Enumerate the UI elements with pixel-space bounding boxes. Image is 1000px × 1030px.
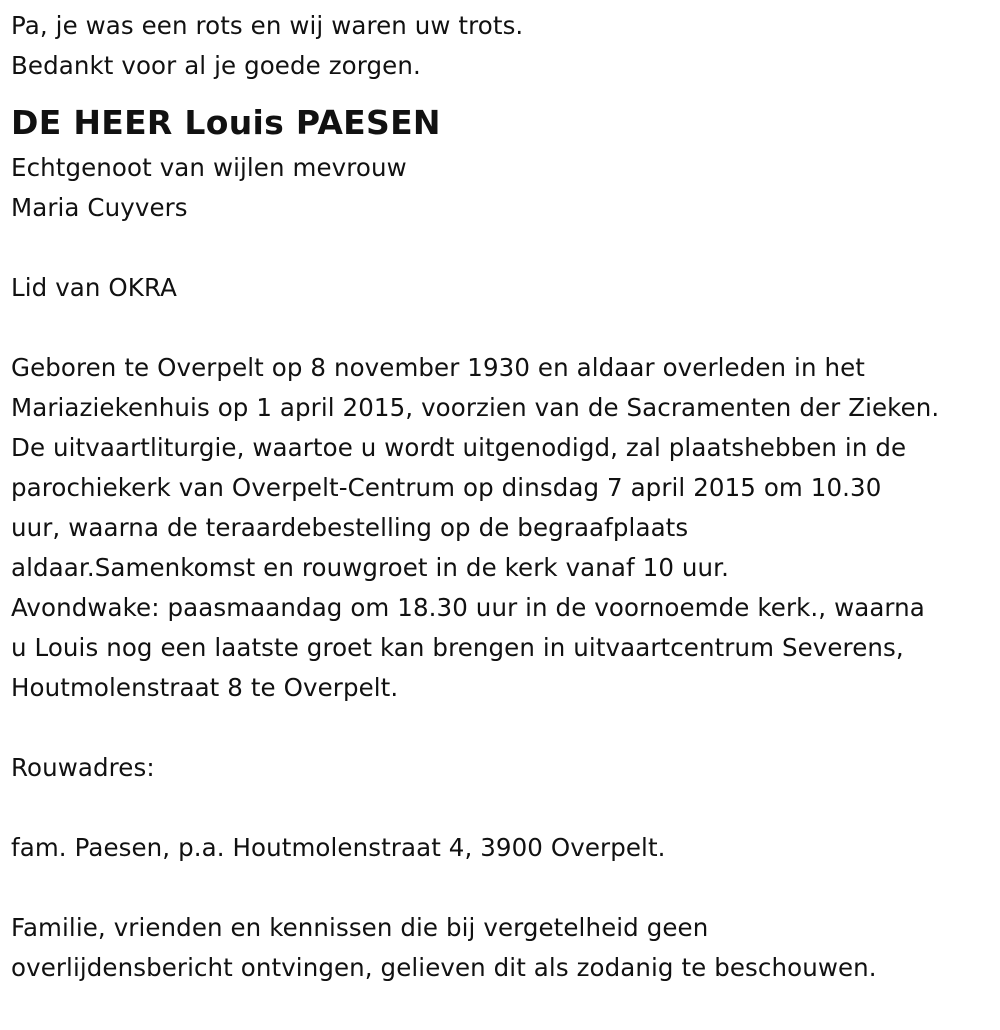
deceased-name-heading: DE HEER Louis PAESEN	[11, 103, 441, 142]
address-value: fam. Paesen, p.a. Houtmolenstraat 4, 3900 Overpelt.	[11, 833, 666, 862]
membership-line: Lid van OKRA	[11, 273, 177, 302]
intro-line-2: Bedankt voor al je goede zorgen.	[11, 51, 421, 80]
spacer	[11, 788, 996, 828]
obituary-notice	[11, 6, 996, 988]
details-line-1: Geboren te Overpelt op 8 november 1930 en aldaar overleden in het	[11, 353, 865, 382]
details-line-7: Avondwake: paasmaandag om 18.30 uur in de voornoemde kerk., waarna	[11, 593, 925, 622]
closing-line-1: Familie, vrienden en kennissen die bij vergetelheid geen	[11, 913, 709, 942]
spacer	[11, 228, 996, 268]
intro-line-1: Pa, je was een rots en wij waren uw trots.	[11, 11, 524, 40]
details-line-9: Houtmolenstraat 8 te Overpelt.	[11, 673, 399, 702]
details-line-5: uur, waarna de teraardebestelling op de begraafplaats	[11, 513, 689, 542]
details-line-2: Mariaziekenhuis op 1 april 2015, voorzien van de Sacramenten der Zieken.	[11, 393, 940, 422]
closing-line-2: overlijdensbericht ontvingen, gelieven dit als zodanig te beschouwen.	[11, 953, 877, 982]
spacer	[11, 868, 996, 908]
address-label: Rouwadres:	[11, 753, 155, 782]
spacer	[11, 708, 996, 748]
spouse-line-1: Echtgenoot van wijlen mevrouw	[11, 153, 407, 182]
details-line-8: u Louis nog een laatste groet kan brengen in uitvaartcentrum Severens,	[11, 633, 904, 662]
details-line-3: De uitvaartliturgie, waartoe u wordt uitgenodigd, zal plaatshebben in de	[11, 433, 907, 462]
spouse-line-2: Maria Cuyvers	[11, 193, 188, 222]
details-line-6: aldaar.Samenkomst en rouwgroet in de kerk vanaf 10 uur.	[11, 553, 729, 582]
details-line-4: parochiekerk van Overpelt-Centrum op dinsdag 7 april 2015 om 10.30	[11, 473, 882, 502]
spacer	[11, 308, 996, 348]
